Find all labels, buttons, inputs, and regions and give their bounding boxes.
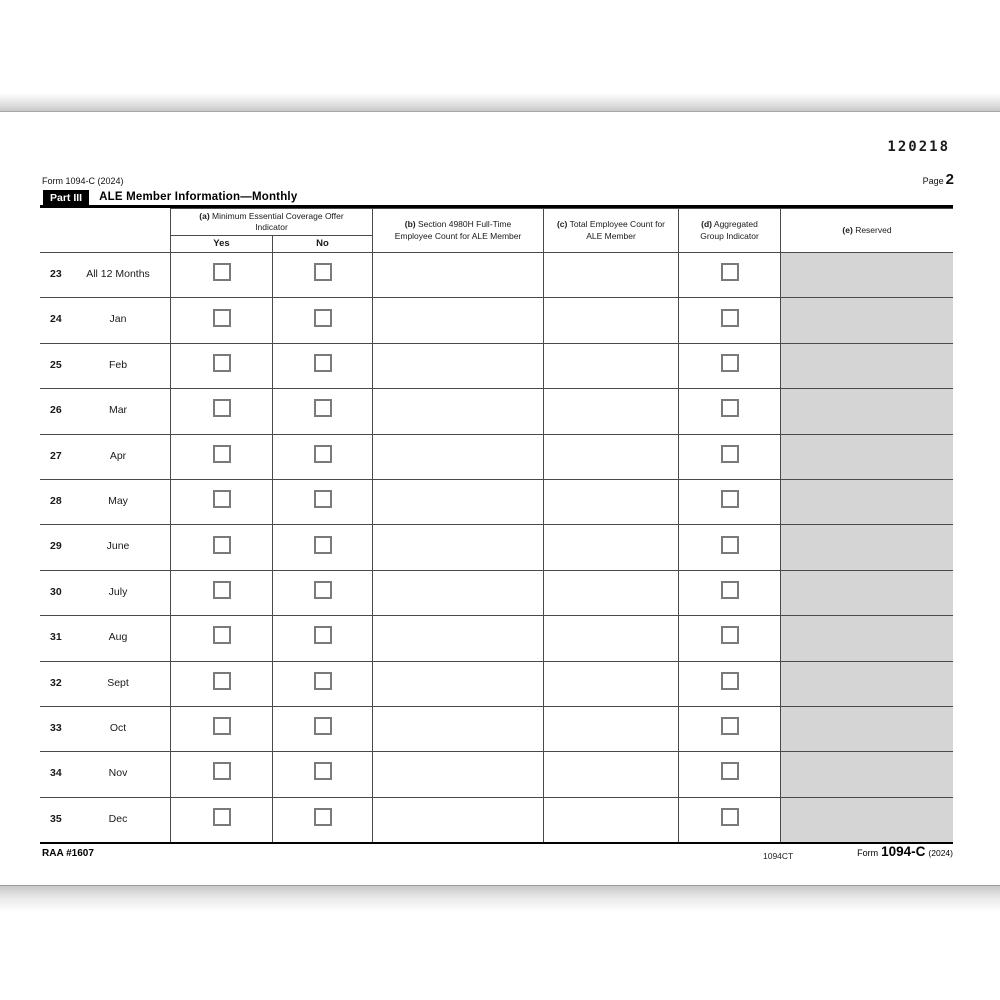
entry-fulltime-count[interactable]: [372, 343, 543, 388]
monthly-info-table: [40, 208, 953, 844]
checkbox-aggregated-group[interactable]: [721, 717, 739, 735]
row-number: 26: [50, 404, 62, 417]
entry-fulltime-count[interactable]: [372, 479, 543, 524]
checkbox-mec-yes[interactable]: [213, 581, 231, 599]
col-header-no: No: [272, 235, 372, 252]
cell-yes: [170, 524, 272, 569]
cell-yes: [170, 343, 272, 388]
checkbox-aggregated-group[interactable]: [721, 581, 739, 599]
checkbox-mec-yes[interactable]: [213, 399, 231, 417]
part-iii-title: ALE Member Information—Monthly: [99, 191, 298, 203]
table-row-label: [40, 343, 170, 388]
checkbox-mec-no[interactable]: [314, 672, 332, 690]
cell-no: [272, 797, 372, 842]
row-month-label: Oct: [109, 721, 127, 734]
col-a-text: Minimum Essential Coverage Offer Indicator: [212, 210, 344, 232]
entry-total-count[interactable]: [543, 751, 678, 796]
checkbox-mec-yes[interactable]: [213, 762, 231, 780]
row-number: 34: [50, 767, 62, 780]
col-header-yes: Yes: [170, 235, 272, 252]
entry-fulltime-count[interactable]: [372, 570, 543, 615]
entry-fulltime-count[interactable]: [372, 252, 543, 297]
cell-no: [272, 706, 372, 751]
cell-yes: [170, 797, 272, 842]
row-number: 25: [50, 358, 62, 371]
row-month-label: Jan: [109, 313, 127, 326]
col-header-d: [678, 208, 780, 252]
row-number: 24: [50, 313, 62, 326]
entry-fulltime-count[interactable]: [372, 388, 543, 433]
cell-no: [272, 388, 372, 433]
table-row-label: [40, 615, 170, 660]
checkbox-aggregated-group[interactable]: [721, 399, 739, 417]
checkbox-mec-yes[interactable]: [213, 354, 231, 372]
checkbox-mec-yes[interactable]: [213, 626, 231, 644]
checkbox-mec-no[interactable]: [314, 762, 332, 780]
checkbox-mec-yes[interactable]: [213, 536, 231, 554]
col-header-c: [543, 208, 678, 252]
row-month-label: June: [106, 540, 130, 553]
row-month-label: Nov: [108, 767, 128, 780]
cell-aggregated: [678, 479, 780, 524]
cell-aggregated: [678, 706, 780, 751]
printer-ref-label: RAA #1607: [42, 848, 94, 859]
cell-aggregated: [678, 388, 780, 433]
cell-aggregated: [678, 297, 780, 342]
col-header-b: [372, 208, 543, 252]
cell-aggregated: [678, 615, 780, 660]
table-corner-cell: [40, 208, 170, 252]
page-indicator: [923, 172, 954, 187]
checkbox-aggregated-group[interactable]: [721, 762, 739, 780]
page-word: Page: [922, 176, 944, 186]
row-month-label: Mar: [108, 404, 128, 417]
entry-total-count[interactable]: [543, 661, 678, 706]
row-month-label: All 12 Months: [86, 268, 150, 280]
entry-total-count[interactable]: [543, 297, 678, 342]
table-row-label: [40, 434, 170, 479]
cell-aggregated: [678, 524, 780, 569]
row-month-label: Dec: [108, 812, 128, 825]
entry-total-count[interactable]: [543, 479, 678, 524]
page-number: 2: [945, 171, 954, 188]
cell-reserved: [780, 388, 953, 433]
cell-aggregated: [678, 343, 780, 388]
checkbox-mec-no[interactable]: [314, 626, 332, 644]
checkbox-mec-no[interactable]: [314, 309, 332, 327]
cell-reserved: [780, 524, 953, 569]
table-row-label: [40, 751, 170, 796]
row-number: 23: [50, 268, 62, 280]
checkbox-mec-yes[interactable]: [213, 309, 231, 327]
col-header-a: [170, 208, 372, 235]
cell-aggregated: [678, 570, 780, 615]
entry-fulltime-count[interactable]: [372, 797, 543, 842]
checkbox-aggregated-group[interactable]: [721, 808, 739, 826]
checkbox-aggregated-group[interactable]: [721, 445, 739, 463]
table-row-label: [40, 570, 170, 615]
cell-no: [272, 252, 372, 297]
table-row-label: [40, 524, 170, 569]
cell-no: [272, 661, 372, 706]
entry-total-count[interactable]: [543, 343, 678, 388]
row-number: 33: [50, 721, 62, 734]
checkbox-mec-yes[interactable]: [213, 672, 231, 690]
cell-no: [272, 297, 372, 342]
checkbox-mec-no[interactable]: [314, 445, 332, 463]
footer-form-reference: [857, 845, 953, 859]
col-a-tag: (a): [199, 210, 210, 221]
table-row-label: [40, 252, 170, 297]
cell-reserved: [780, 479, 953, 524]
checkbox-aggregated-group[interactable]: [721, 672, 739, 690]
checkbox-mec-yes[interactable]: [213, 808, 231, 826]
table-row-label: [40, 661, 170, 706]
entry-total-count[interactable]: [543, 252, 678, 297]
cell-no: [272, 524, 372, 569]
entry-total-count[interactable]: [543, 524, 678, 569]
col-header-e: [780, 208, 953, 252]
row-number: 35: [50, 812, 62, 825]
cell-reserved: [780, 706, 953, 751]
checkbox-mec-yes[interactable]: [213, 490, 231, 508]
cell-yes: [170, 661, 272, 706]
row-number: 31: [50, 631, 62, 644]
checkbox-mec-yes[interactable]: [213, 263, 231, 281]
table-row-label: [40, 797, 170, 842]
entry-fulltime-count[interactable]: [372, 434, 543, 479]
cell-reserved: [780, 751, 953, 796]
checkbox-mec-no[interactable]: [314, 399, 332, 417]
cell-yes: [170, 252, 272, 297]
checkbox-mec-no[interactable]: [314, 354, 332, 372]
form-id-label: Form 1094-C (2024): [42, 176, 124, 186]
checkbox-aggregated-group[interactable]: [721, 263, 739, 281]
cell-aggregated: [678, 797, 780, 842]
cell-no: [272, 570, 372, 615]
table-row-label: [40, 479, 170, 524]
row-month-label: May: [108, 494, 128, 507]
cell-no: [272, 751, 372, 796]
row-number: 28: [50, 494, 62, 507]
footer-form-year: (2024): [928, 847, 953, 858]
row-number: 30: [50, 585, 62, 598]
cell-yes: [170, 570, 272, 615]
row-month-label: July: [108, 585, 128, 598]
entry-fulltime-count[interactable]: [372, 661, 543, 706]
cell-reserved: [780, 797, 953, 842]
cell-aggregated: [678, 661, 780, 706]
checkbox-aggregated-group[interactable]: [721, 354, 739, 372]
col-e-tag: (e): [842, 224, 853, 235]
row-month-label: Apr: [109, 449, 127, 462]
col-c-text: Total Employee Count for ALE Member: [569, 219, 666, 241]
checkbox-aggregated-group[interactable]: [721, 490, 739, 508]
cell-yes: [170, 479, 272, 524]
cell-yes: [170, 388, 272, 433]
table-row-label: [40, 706, 170, 751]
cell-yes: [170, 706, 272, 751]
checkbox-mec-no[interactable]: [314, 263, 332, 281]
entry-total-count[interactable]: [543, 615, 678, 660]
col-d-text: Aggregated Group Indicator: [700, 219, 759, 241]
row-number: 32: [50, 676, 62, 689]
entry-total-count[interactable]: [543, 434, 678, 479]
footer-form-number: 1094-C: [881, 844, 926, 859]
cell-reserved: [780, 615, 953, 660]
col-b-tag: (b): [404, 219, 416, 230]
checkbox-mec-yes[interactable]: [213, 445, 231, 463]
row-number: 29: [50, 540, 62, 553]
entry-total-count[interactable]: [543, 570, 678, 615]
table-row-label: [40, 297, 170, 342]
entry-fulltime-count[interactable]: [372, 615, 543, 660]
entry-fulltime-count[interactable]: [372, 706, 543, 751]
form-print-stamp: 120218: [887, 139, 950, 155]
footer-form-word: Form: [857, 847, 879, 858]
cell-no: [272, 343, 372, 388]
entry-total-count[interactable]: [543, 388, 678, 433]
part-iii-tag: Part III: [43, 190, 89, 205]
checkbox-mec-no[interactable]: [314, 536, 332, 554]
entry-fulltime-count[interactable]: [372, 297, 543, 342]
bottom-bevel-band: [0, 885, 1000, 912]
cell-yes: [170, 751, 272, 796]
entry-fulltime-count[interactable]: [372, 751, 543, 796]
entry-fulltime-count[interactable]: [372, 524, 543, 569]
cell-yes: [170, 615, 272, 660]
cell-yes: [170, 434, 272, 479]
cell-reserved: [780, 570, 953, 615]
cell-reserved: [780, 434, 953, 479]
col-b-text: Section 4980H Full-Time Employee Count for ALE Member: [394, 219, 522, 241]
cell-no: [272, 479, 372, 524]
cell-no: [272, 615, 372, 660]
entry-total-count[interactable]: [543, 706, 678, 751]
print-code-label: 1094CT: [763, 851, 794, 861]
checkbox-mec-yes[interactable]: [213, 717, 231, 735]
row-month-label: Aug: [108, 631, 128, 644]
cell-aggregated: [678, 751, 780, 796]
cell-reserved: [780, 297, 953, 342]
checkbox-mec-no[interactable]: [314, 581, 332, 599]
top-bevel-band: [0, 93, 1000, 112]
checkbox-mec-no[interactable]: [314, 490, 332, 508]
cell-yes: [170, 297, 272, 342]
cell-no: [272, 434, 372, 479]
checkbox-aggregated-group[interactable]: [721, 626, 739, 644]
cell-reserved: [780, 661, 953, 706]
checkbox-mec-no[interactable]: [314, 808, 332, 826]
cell-reserved: [780, 343, 953, 388]
row-month-label: Sept: [107, 676, 129, 689]
entry-total-count[interactable]: [543, 797, 678, 842]
cell-reserved: [780, 252, 953, 297]
checkbox-aggregated-group[interactable]: [721, 536, 739, 554]
col-d-tag: (d): [701, 219, 712, 230]
table-row-label: [40, 388, 170, 433]
checkbox-mec-no[interactable]: [314, 717, 332, 735]
checkbox-aggregated-group[interactable]: [721, 309, 739, 327]
row-month-label: Feb: [108, 358, 128, 371]
col-c-tag: (c): [556, 219, 568, 230]
part-iii-header-bar: [40, 190, 953, 208]
cell-aggregated: [678, 434, 780, 479]
col-e-text: Reserved: [855, 224, 892, 235]
cell-aggregated: [678, 252, 780, 297]
row-number: 27: [50, 449, 62, 462]
